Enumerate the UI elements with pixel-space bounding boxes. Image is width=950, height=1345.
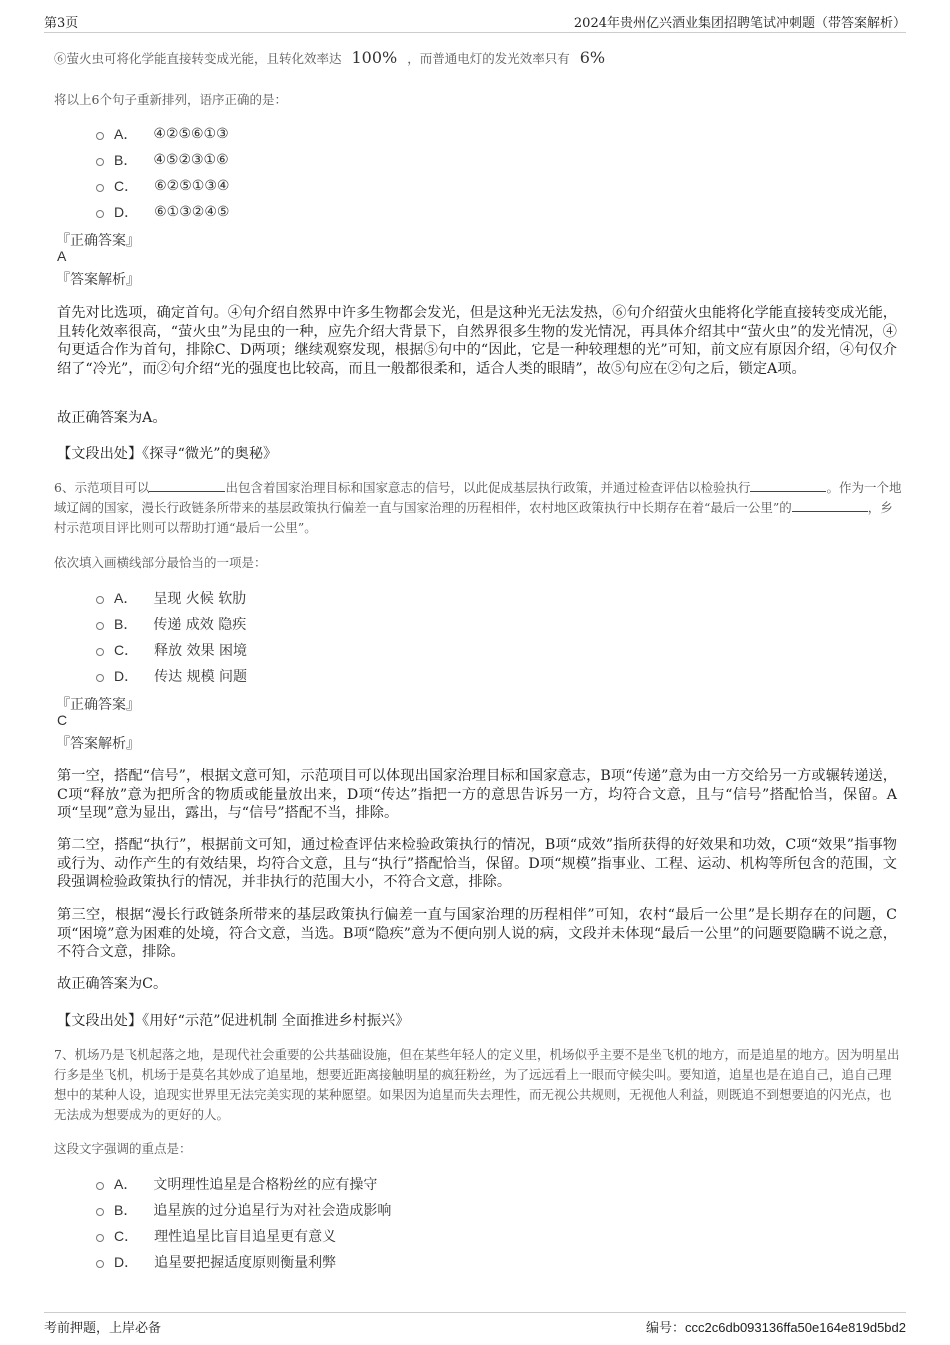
- option-letter: A．: [114, 1176, 138, 1192]
- q6-option-a[interactable]: [96, 588, 246, 608]
- q6-analysis-blank-1: 第一空，搭配“信号”，根据文意可知，示范项目可以体现出国家治理目标和国家意志，B项“传递”意为由一方交给另一方或辗转递送，C项“释放”意为把所含的物质或能量放出来，D项“传达”指把一方的意思告诉另一方，均符合文意，且与“信号”搭配恰当，保留。A项“呈现”意为显出，露出，与“信号”搭配不当，排除。: [57, 768, 897, 821]
- q6-analysis-blank-3: 第三空，根据“漫长行政链条所带来的基层政策执行偏差一直与国家治理的历程相伴”可知，农村“最后一公里”是长期存在的问题，C项“困境”意为困难的处境，符合文意，当选。B项“隐疾”意为不便向别人说的病，文段并未体现“最后一公里”的问题要隐瞒不说之意，不符合文意，排除。: [57, 907, 897, 960]
- q6-analysis-blank-2: 第二空，搭配“执行”，根据前文可知，通过检查评估来检验政策执行的情况，B项“成效”指所获得的好效果和功效，C项“效果”指事物或行为、动作产生的有效结果，均符合文意，且与“执行”搭配恰当，保留。D项“规模”指事业、工程、运动、机构等所包含的范围，文段强调检验政策执行的情况，并非执行的范围大小，不符合文意，排除。: [57, 837, 897, 890]
- q5-answer: A: [57, 248, 67, 264]
- q5-option-d[interactable]: [96, 202, 229, 222]
- option-letter: C．: [114, 642, 139, 658]
- radio-icon[interactable]: [96, 674, 104, 682]
- q6-stem-part-3: 。作为一个地域辽阔的国家，漫长行政链条所带来的基层政策执行偏差一直与国家治理的历程相伴，农村地区政策执行中长期存在着“最后一公里”的: [54, 480, 902, 515]
- option-text: ④⑤②③①⑥: [153, 152, 229, 168]
- option-letter: B．: [114, 152, 138, 168]
- q6-answer-label: 『正确答案』: [56, 697, 140, 713]
- q6-option-c[interactable]: [96, 640, 247, 660]
- radio-icon[interactable]: [96, 1260, 104, 1268]
- q5-prompt: 将以上6个句子重新排列，语序正确的是：: [54, 92, 287, 107]
- radio-icon[interactable]: [96, 184, 104, 192]
- radio-icon[interactable]: [96, 158, 104, 166]
- option-letter: D．: [114, 1254, 139, 1270]
- q6-analysis-conclusion: 故正确答案为C。: [57, 976, 168, 992]
- option-text: 追星族的过分追星行为对社会造成影响: [153, 1203, 392, 1219]
- radio-icon[interactable]: [96, 1208, 104, 1216]
- option-text: ⑥①③②④⑤: [154, 204, 230, 220]
- q6-stem: [54, 478, 902, 538]
- q6-analysis-label: 『答案解析』: [56, 736, 140, 752]
- option-text: 传达 规模 问题: [154, 669, 248, 685]
- q6-stem-part-1: 6、示范项目可以: [54, 480, 150, 495]
- q5-answer-label: 『正确答案』: [56, 233, 140, 249]
- page-header: [44, 12, 906, 33]
- option-letter: C．: [114, 1228, 139, 1244]
- option-letter: A．: [114, 590, 138, 606]
- footer-code: [646, 1317, 906, 1336]
- q6-blank-1: [149, 479, 225, 492]
- q5-analysis-conclusion: 故正确答案为A。: [57, 410, 167, 426]
- option-text: 文明理性追星是合格粉丝的应有操守: [153, 1177, 378, 1193]
- q7-prompt: 这段文字强调的重点是：: [54, 1141, 192, 1156]
- q5-efficiency-value: 100%: [351, 48, 398, 67]
- option-text: 追星要把握适度原则衡量利弊: [154, 1255, 337, 1271]
- q6-answer: C: [57, 712, 68, 728]
- option-letter: B．: [114, 1202, 138, 1218]
- q6-stem-part-4: ，乡村示范项目评比则可以帮助打通“最后一公里”。: [54, 500, 893, 535]
- q6-stem-part-2: 出包含着国家治理目标和国家意志的信号，以此促成基层执行政策，并通过检查评估以检验执行: [225, 480, 751, 495]
- radio-icon[interactable]: [96, 596, 104, 604]
- radio-icon[interactable]: [96, 622, 104, 630]
- option-text: ④②⑤⑥①③: [153, 126, 229, 142]
- q5-option-a[interactable]: [96, 124, 229, 144]
- q6-option-b[interactable]: [96, 614, 246, 634]
- option-letter: B．: [114, 616, 138, 632]
- option-letter: D．: [114, 204, 139, 220]
- q5-sentence-6: [54, 48, 605, 68]
- option-text: 理性追星比盲目追星更有意义: [154, 1229, 337, 1245]
- option-letter: D．: [114, 668, 139, 684]
- q6-blank-2: [750, 479, 826, 492]
- option-letter: A．: [114, 126, 138, 142]
- page-number: 第3页: [44, 16, 79, 31]
- radio-icon[interactable]: [96, 210, 104, 218]
- footer-slogan: 考前押题，上岸必备: [44, 1321, 162, 1336]
- q7-option-a[interactable]: [96, 1174, 377, 1194]
- q5-source: 【文段出处】《探寻“微光”的奥秘》: [57, 446, 278, 462]
- q5-sentence-6-text-b: ，而普通电灯的发光效率只有: [407, 51, 570, 66]
- q7-option-c[interactable]: [96, 1226, 336, 1246]
- option-text: 呈现 火候 软肋: [153, 591, 247, 607]
- option-text: 传递 成效 隐疾: [153, 617, 247, 633]
- radio-icon[interactable]: [96, 1234, 104, 1242]
- q7-stem: 7、机场乃是飞机起落之地，是现代社会重要的公共基础设施，但在某些年轻人的定义里，机场似乎主要不是坐飞机的地方，而是追星的地方。因为明星出行多是坐飞机，机场于是莫名其妙成了追星地，想要近距离接触明星的疯狂粉丝，为了远远看上一眼而守候尖叫。要知道，追星也是在追自己，追自己理想中的某种人设，追现实世界里无法完美实现的某种愿望。如果因为追星而失去理性，而无视公共规则，无视他人利益，则既追不到想要追的闪光点，也无法成为想要成为的更好的人。: [54, 1047, 900, 1122]
- footer-code-value: ccc2c6db093136ffa50e164e819d5bd2: [685, 1320, 906, 1335]
- q5-analysis-label: 『答案解析』: [56, 272, 140, 288]
- q6-prompt: 依次填入画横线部分最恰当的一项是：: [54, 555, 267, 570]
- page-footer: [44, 1312, 906, 1339]
- q6-blank-3: [792, 499, 868, 512]
- q5-analysis-paragraph: 首先对比选项，确定首句。④句介绍自然界中许多生物都会发光，但是这种光无法发热，⑥句介绍萤火虫能将化学能直接转变成光能，且转化效率很高，“萤火虫”为昆虫的一种，应先介绍大背景下，自然界很多生物的发光情况，再具体介绍其中“萤火虫”的发光情况，④句更适合作为首句，排除C、D两项；继续观察发现，根据⑤句中的“因此，它是一种较理想的光”可知，前文应有原因介绍，④句仅介绍了“冷光”，而②句介绍“光的强度也比较高，而且一般都很柔和，适合人类的眼睛”，故⑤句应在②句之后，锁定A项。: [57, 305, 897, 377]
- q5-lamp-efficiency-value: 6%: [579, 48, 606, 67]
- radio-icon[interactable]: [96, 132, 104, 140]
- radio-icon[interactable]: [96, 648, 104, 656]
- q5-option-c[interactable]: [96, 176, 229, 196]
- q5-sentence-6-text-a: ⑥萤火虫可将化学能直接转变成光能，且转化效率达: [54, 51, 342, 66]
- option-letter: C．: [114, 178, 139, 194]
- q6-source: 【文段出处】《用好“示范”促进机制 全面推进乡村振兴》: [57, 1013, 410, 1029]
- q6-option-d[interactable]: [96, 666, 247, 686]
- q7-option-d[interactable]: [96, 1252, 336, 1272]
- q7-option-b[interactable]: [96, 1200, 391, 1220]
- option-text: ⑥②⑤①③④: [154, 178, 230, 194]
- option-text: 释放 效果 困境: [154, 643, 248, 659]
- footer-code-label: 编号：: [646, 1321, 686, 1336]
- document-title: 2024年贵州亿兴酒业集团招聘笔试冲刺题（带答案解析）: [573, 16, 906, 31]
- q5-option-b[interactable]: [96, 150, 229, 170]
- radio-icon[interactable]: [96, 1182, 104, 1190]
